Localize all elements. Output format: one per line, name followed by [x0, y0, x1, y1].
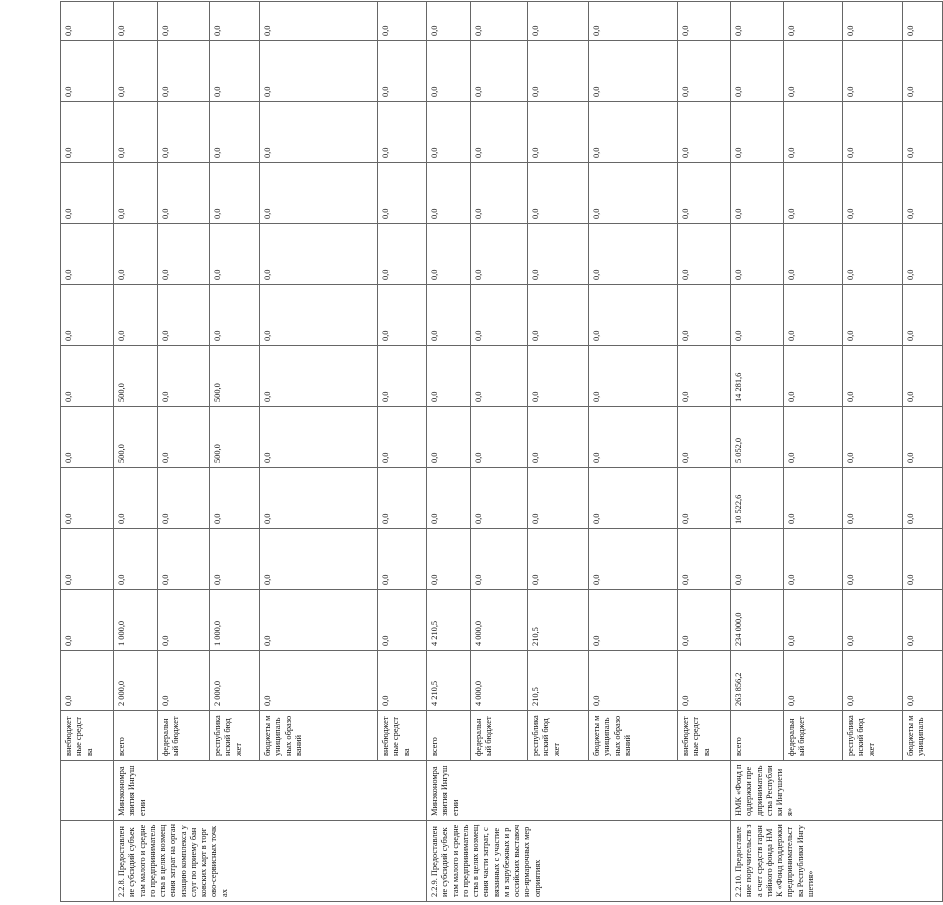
- value-cell: 0,0: [784, 163, 843, 224]
- executor-cell: [61, 761, 114, 821]
- value-cell: 4 210,5: [427, 590, 471, 651]
- value-cell: 0,0: [843, 285, 903, 346]
- value-cell: 0,0: [158, 346, 210, 407]
- funding-source-cell: всего: [731, 711, 784, 761]
- value-cell: 0,0: [589, 468, 678, 529]
- value-cell: 10 522,6: [731, 468, 784, 529]
- value-cell: 0,0: [903, 590, 943, 651]
- value-cell: 0,0: [903, 224, 943, 285]
- value-cell: 0,0: [158, 468, 210, 529]
- value-cell: 0,0: [843, 102, 903, 163]
- value-cell: 0,0: [158, 285, 210, 346]
- measure-cell: 2.2.8. Предоставление субсидий субъектам малого и среднего предпринимательства в целях возмещения затрат на организацию комплекса услуг по приему банковских карт в торгово-сервисных точках: [114, 821, 427, 902]
- value-cell: 0,0: [61, 163, 114, 224]
- value-cell: 0,0: [528, 2, 589, 41]
- executor-cell: НМК «Фонд поддержки предпринимательства Республики Ингушетия»: [731, 761, 943, 821]
- value-cell: 0,0: [589, 224, 678, 285]
- value-cell: 0,0: [731, 285, 784, 346]
- value-cell: 0,0: [843, 407, 903, 468]
- funding-source-cell: бюджеты муниципальных образований: [589, 711, 678, 761]
- value-cell: 0,0: [731, 102, 784, 163]
- value-cell: 0,0: [378, 163, 427, 224]
- value-cell: 0,0: [61, 2, 114, 41]
- value-cell: 0,0: [678, 407, 731, 468]
- value-cell: 0,0: [784, 468, 843, 529]
- value-cell: 0,0: [678, 651, 731, 711]
- value-cell: 0,0: [589, 2, 678, 41]
- funding-source-cell: федеральный бюджет: [471, 711, 528, 761]
- value-cell: 0,0: [678, 590, 731, 651]
- executor-cell: Минэкономразвития Ингушетии: [427, 761, 731, 821]
- value-cell: 0,0: [784, 2, 843, 41]
- funding-source-cell: всего: [427, 711, 471, 761]
- funding-source-cell: республиканский бюджет: [528, 711, 589, 761]
- value-cell: 0,0: [589, 285, 678, 346]
- value-cell: 210,5: [528, 590, 589, 651]
- value-cell: 0,0: [61, 102, 114, 163]
- value-cell: 0,0: [843, 346, 903, 407]
- value-cell: 0,0: [378, 651, 427, 711]
- funding-source-cell: внебюджетные средства: [61, 711, 114, 761]
- value-cell: 2 000,0: [114, 651, 158, 711]
- value-cell: 1 000,0: [210, 590, 260, 651]
- value-cell: 0,0: [378, 102, 427, 163]
- value-cell: 0,0: [903, 163, 943, 224]
- value-cell: 0,0: [784, 407, 843, 468]
- value-cell: 0,0: [61, 468, 114, 529]
- value-cell: 0,0: [678, 102, 731, 163]
- value-cell: 0,0: [903, 346, 943, 407]
- value-cell: 500,0: [210, 346, 260, 407]
- value-cell: 0,0: [589, 651, 678, 711]
- value-cell: 0,0: [61, 590, 114, 651]
- value-cell: 0,0: [471, 529, 528, 590]
- value-cell: 0,0: [427, 407, 471, 468]
- funding-source-cell: всего: [114, 711, 158, 761]
- value-cell: 0,0: [589, 102, 678, 163]
- value-cell: 0,0: [731, 2, 784, 41]
- value-cell: 0,0: [158, 2, 210, 41]
- value-cell: 234 000,0: [731, 590, 784, 651]
- value-cell: 0,0: [210, 224, 260, 285]
- value-cell: 0,0: [903, 102, 943, 163]
- value-cell: 0,0: [210, 2, 260, 41]
- value-cell: 0,0: [903, 529, 943, 590]
- value-cell: 0,0: [784, 529, 843, 590]
- value-cell: 0,0: [427, 285, 471, 346]
- value-cell: 0,0: [843, 41, 903, 102]
- value-cell: 0,0: [114, 102, 158, 163]
- value-cell: 0,0: [731, 529, 784, 590]
- value-cell: 0,0: [378, 590, 427, 651]
- value-cell: 0,0: [158, 41, 210, 102]
- value-cell: 0,0: [471, 2, 528, 41]
- value-cell: 0,0: [471, 346, 528, 407]
- value-cell: 0,0: [471, 102, 528, 163]
- value-cell: 0,0: [678, 285, 731, 346]
- value-cell: 0,0: [903, 468, 943, 529]
- value-cell: 0,0: [158, 163, 210, 224]
- value-cell: 0,0: [843, 468, 903, 529]
- value-cell: 0,0: [678, 224, 731, 285]
- value-cell: 0,0: [731, 41, 784, 102]
- value-cell: 0,0: [589, 41, 678, 102]
- value-cell: 0,0: [784, 224, 843, 285]
- value-cell: 0,0: [471, 285, 528, 346]
- value-cell: 0,0: [114, 529, 158, 590]
- value-cell: 0,0: [903, 41, 943, 102]
- value-cell: 0,0: [427, 163, 471, 224]
- value-cell: 0,0: [678, 468, 731, 529]
- value-cell: 500,0: [114, 346, 158, 407]
- value-cell: 0,0: [528, 163, 589, 224]
- value-cell: 0,0: [260, 2, 378, 41]
- value-cell: 0,0: [784, 346, 843, 407]
- value-cell: 0,0: [471, 407, 528, 468]
- value-cell: 0,0: [210, 102, 260, 163]
- budget-table: [60, 1, 943, 902]
- value-cell: 0,0: [678, 529, 731, 590]
- funding-source-cell: внебюджетные средства: [378, 711, 427, 761]
- value-cell: 0,0: [427, 224, 471, 285]
- value-cell: 0,0: [378, 468, 427, 529]
- value-cell: 2 000,0: [210, 651, 260, 711]
- value-cell: 0,0: [903, 651, 943, 711]
- value-cell: 0,0: [784, 651, 843, 711]
- value-cell: 0,0: [61, 285, 114, 346]
- value-cell: 0,0: [678, 163, 731, 224]
- value-cell: 0,0: [843, 224, 903, 285]
- value-cell: 0,0: [210, 468, 260, 529]
- value-cell: 0,0: [61, 407, 114, 468]
- value-cell: 0,0: [260, 529, 378, 590]
- value-cell: 0,0: [903, 407, 943, 468]
- value-cell: 0,0: [158, 407, 210, 468]
- measure-cell: [61, 821, 114, 902]
- value-cell: 0,0: [589, 407, 678, 468]
- value-cell: 0,0: [427, 2, 471, 41]
- value-cell: 0,0: [210, 163, 260, 224]
- value-cell: 0,0: [61, 651, 114, 711]
- value-cell: 0,0: [158, 224, 210, 285]
- value-cell: 500,0: [210, 407, 260, 468]
- value-cell: 0,0: [260, 468, 378, 529]
- value-cell: 0,0: [471, 163, 528, 224]
- value-cell: 0,0: [678, 41, 731, 102]
- value-cell: 0,0: [528, 285, 589, 346]
- value-cell: 0,0: [210, 285, 260, 346]
- value-cell: 0,0: [61, 346, 114, 407]
- value-cell: 4 000,0: [471, 590, 528, 651]
- measure-cell: 2.2.10. Предоставление поручительств за счет средств гарантийного фонда НМК «Фонд поддержки предпринимательства Республики Ингушетия»: [731, 821, 943, 902]
- value-cell: 0,0: [528, 224, 589, 285]
- value-cell: 0,0: [114, 224, 158, 285]
- value-cell: 0,0: [427, 102, 471, 163]
- value-cell: 0,0: [528, 407, 589, 468]
- value-cell: 0,0: [528, 468, 589, 529]
- value-cell: 0,0: [528, 529, 589, 590]
- value-cell: 0,0: [378, 224, 427, 285]
- value-cell: 0,0: [260, 285, 378, 346]
- value-cell: 0,0: [61, 224, 114, 285]
- value-cell: 0,0: [260, 590, 378, 651]
- value-cell: 0,0: [589, 163, 678, 224]
- value-cell: 0,0: [114, 2, 158, 41]
- value-cell: 0,0: [731, 224, 784, 285]
- value-cell: 0,0: [903, 2, 943, 41]
- funding-source-cell: республиканский бюджет: [843, 711, 903, 761]
- value-cell: 210,5: [528, 651, 589, 711]
- executor-cell: Минэкономразвития Ингушетии: [114, 761, 427, 821]
- value-cell: 0,0: [471, 468, 528, 529]
- value-cell: 0,0: [260, 407, 378, 468]
- value-cell: 0,0: [843, 590, 903, 651]
- value-cell: 0,0: [260, 224, 378, 285]
- value-cell: 1 000,0: [114, 590, 158, 651]
- value-cell: 0,0: [260, 102, 378, 163]
- value-cell: 0,0: [378, 285, 427, 346]
- value-cell: 0,0: [678, 346, 731, 407]
- value-cell: 0,0: [528, 346, 589, 407]
- value-cell: 0,0: [114, 163, 158, 224]
- value-cell: 5 052,0: [731, 407, 784, 468]
- value-cell: 0,0: [784, 590, 843, 651]
- value-cell: 0,0: [784, 102, 843, 163]
- funding-source-cell: внебюджетные средства: [678, 711, 731, 761]
- table-row: [427, 2, 471, 902]
- value-cell: 0,0: [260, 651, 378, 711]
- value-cell: 0,0: [784, 285, 843, 346]
- value-cell: 0,0: [589, 529, 678, 590]
- value-cell: 0,0: [528, 102, 589, 163]
- value-cell: 0,0: [61, 529, 114, 590]
- value-cell: 0,0: [843, 2, 903, 41]
- value-cell: 0,0: [427, 529, 471, 590]
- value-cell: 0,0: [903, 285, 943, 346]
- value-cell: 0,0: [427, 41, 471, 102]
- value-cell: 0,0: [427, 346, 471, 407]
- value-cell: 0,0: [114, 41, 158, 102]
- value-cell: 0,0: [210, 41, 260, 102]
- funding-source-cell: республиканский бюджет: [210, 711, 260, 761]
- funding-source-cell: бюджеты муниципальных образований: [260, 711, 378, 761]
- funding-source-cell: федеральный бюджет: [784, 711, 843, 761]
- value-cell: 0,0: [158, 651, 210, 711]
- value-cell: 4 000,0: [471, 651, 528, 711]
- value-cell: 0,0: [378, 407, 427, 468]
- value-cell: 0,0: [378, 2, 427, 41]
- value-cell: 0,0: [427, 468, 471, 529]
- measure-cell: 2.2.9. Предоставление субсидий субъектам малого и среднего предпринимательства в целях возмещения части затрат, связанных с участием в зарубежных и российских выставочно-ярмарочных мероприятиях: [427, 821, 731, 902]
- value-cell: 0,0: [843, 163, 903, 224]
- value-cell: 0,0: [114, 285, 158, 346]
- value-cell: 0,0: [378, 41, 427, 102]
- value-cell: 0,0: [378, 529, 427, 590]
- rotated-document-page: [60, 2, 926, 902]
- value-cell: 0,0: [528, 41, 589, 102]
- value-cell: 0,0: [260, 163, 378, 224]
- value-cell: 0,0: [589, 590, 678, 651]
- value-cell: 0,0: [843, 529, 903, 590]
- value-cell: 0,0: [471, 224, 528, 285]
- value-cell: 0,0: [260, 346, 378, 407]
- value-cell: 263 856,2: [731, 651, 784, 711]
- value-cell: 0,0: [589, 346, 678, 407]
- value-cell: 0,0: [260, 41, 378, 102]
- value-cell: 0,0: [471, 41, 528, 102]
- value-cell: 0,0: [843, 651, 903, 711]
- value-cell: 0,0: [378, 346, 427, 407]
- value-cell: 0,0: [158, 102, 210, 163]
- table-row: [731, 2, 784, 902]
- value-cell: 0,0: [210, 529, 260, 590]
- value-cell: 0,0: [158, 529, 210, 590]
- funding-source-cell: федеральный бюджет: [158, 711, 210, 761]
- value-cell: 500,0: [114, 407, 158, 468]
- value-cell: 0,0: [678, 2, 731, 41]
- table-row: [61, 2, 114, 902]
- value-cell: 0,0: [784, 41, 843, 102]
- table-row: [114, 2, 158, 902]
- value-cell: 0,0: [61, 41, 114, 102]
- value-cell: 14 281,6: [731, 346, 784, 407]
- value-cell: 0,0: [731, 163, 784, 224]
- funding-source-cell: бюджеты муниципаль: [903, 711, 943, 761]
- value-cell: 4 210,5: [427, 651, 471, 711]
- value-cell: 0,0: [114, 468, 158, 529]
- value-cell: 0,0: [158, 590, 210, 651]
